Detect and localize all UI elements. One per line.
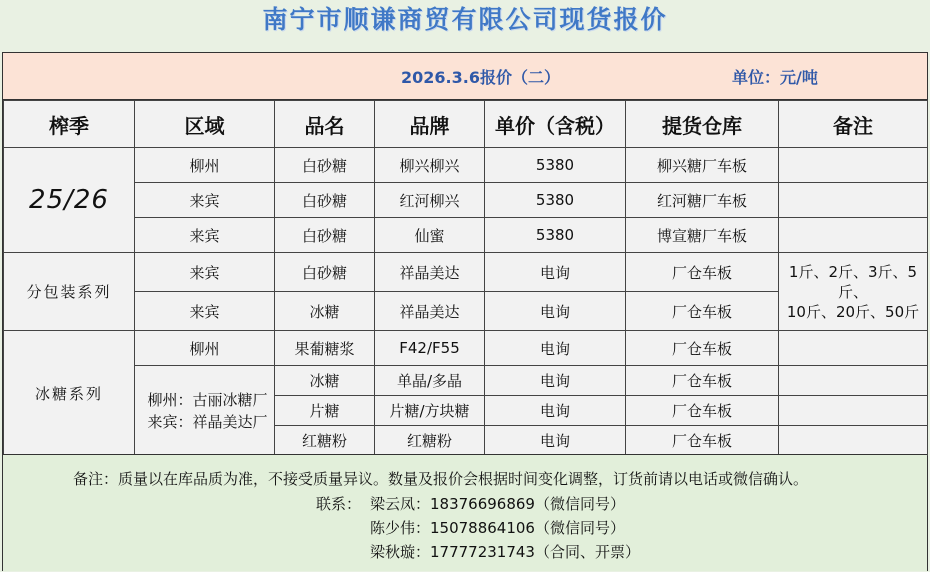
contact-entry: 梁云凤：18376696869（微信同号） bbox=[370, 495, 625, 513]
cell-warehouse: 柳兴糖厂车板 bbox=[626, 148, 779, 183]
cell-remark bbox=[779, 426, 928, 456]
cell-remark bbox=[779, 396, 928, 426]
price-unit: 单位：元/吨 bbox=[732, 68, 818, 87]
cell-warehouse: 博宣糖厂车板 bbox=[626, 218, 779, 253]
cell-price: 电询 bbox=[485, 396, 626, 426]
cell-brand: 祥晶美达 bbox=[375, 292, 485, 331]
cell-warehouse: 红河糖厂车板 bbox=[626, 183, 779, 218]
cell-product: 白砂糖 bbox=[275, 148, 375, 183]
cell-warehouse: 厂仓车板 bbox=[626, 292, 779, 331]
header-price: 单价（含税） bbox=[485, 101, 626, 148]
contact-entry: 陈少伟：15078864106（微信同号） bbox=[370, 519, 625, 537]
page-title: 南宁市顺谦商贸有限公司现货报价 bbox=[262, 5, 668, 34]
package-note-line: 1斤、2斤、3斤、5斤、 bbox=[788, 262, 918, 301]
price-sheet bbox=[2, 52, 928, 571]
cell-brand: 单晶/多晶 bbox=[375, 366, 485, 396]
cell-product: 冰糖 bbox=[275, 292, 375, 331]
cell-remark bbox=[779, 148, 928, 183]
subheader-band bbox=[3, 53, 927, 100]
cell-region: 来宾 bbox=[135, 218, 275, 253]
cell-brand: F42/F55 bbox=[375, 331, 485, 366]
rock-sugar-group: 冰糖系列 bbox=[4, 331, 135, 456]
cell-product: 红糖粉 bbox=[275, 426, 375, 456]
rock-region-cell bbox=[135, 366, 275, 456]
contact-entry: 梁秋璇：17777231743（合同、开票） bbox=[370, 543, 640, 561]
cell-price: 电询 bbox=[485, 426, 626, 456]
table-row bbox=[4, 366, 928, 396]
cell-price: 电询 bbox=[485, 253, 626, 292]
package-size-note bbox=[779, 253, 928, 331]
rock-region-line: 柳州：古丽冰糖厂 bbox=[147, 390, 268, 409]
cell-warehouse: 厂仓车板 bbox=[626, 253, 779, 292]
cell-price: 5380 bbox=[485, 218, 626, 253]
cell-product: 白砂糖 bbox=[275, 218, 375, 253]
quote-date: 2026.3.6报价（二） bbox=[401, 68, 560, 87]
table-row bbox=[4, 218, 928, 253]
cell-region: 柳州 bbox=[135, 148, 275, 183]
cell-warehouse: 厂仓车板 bbox=[626, 396, 779, 426]
header-season: 榨季 bbox=[4, 101, 135, 148]
contact-line bbox=[316, 493, 625, 514]
header-warehouse: 提货仓库 bbox=[626, 101, 779, 148]
header-product: 品名 bbox=[275, 101, 375, 148]
cell-product: 冰糖 bbox=[275, 366, 375, 396]
rock-region-line: 来宾：祥晶美达厂 bbox=[147, 412, 268, 431]
cell-region: 来宾 bbox=[135, 253, 275, 292]
cell-warehouse: 厂仓车板 bbox=[626, 366, 779, 396]
table-row bbox=[4, 331, 928, 366]
table-row bbox=[4, 183, 928, 218]
cell-product: 白砂糖 bbox=[275, 183, 375, 218]
cell-remark bbox=[779, 218, 928, 253]
cell-remark bbox=[779, 366, 928, 396]
table-row bbox=[4, 253, 928, 292]
cell-brand: 祥晶美达 bbox=[375, 253, 485, 292]
cell-brand: 红糖粉 bbox=[375, 426, 485, 456]
cell-brand: 仙蜜 bbox=[375, 218, 485, 253]
cell-region: 来宾 bbox=[135, 292, 275, 331]
price-table bbox=[3, 100, 928, 456]
cell-brand: 柳兴柳兴 bbox=[375, 148, 485, 183]
cell-remark bbox=[779, 331, 928, 366]
cell-price: 5380 bbox=[485, 183, 626, 218]
cell-brand: 片糖/方块糖 bbox=[375, 396, 485, 426]
cell-region: 来宾 bbox=[135, 183, 275, 218]
cell-warehouse: 厂仓车板 bbox=[626, 331, 779, 366]
cell-region: 柳州 bbox=[135, 331, 275, 366]
cell-remark bbox=[779, 183, 928, 218]
cell-price: 电询 bbox=[485, 292, 626, 331]
cell-warehouse: 厂仓车板 bbox=[626, 426, 779, 456]
package-note-line: 10斤、20斤、50斤 bbox=[786, 302, 920, 321]
cell-price: 电询 bbox=[485, 331, 626, 366]
cell-product: 片糖 bbox=[275, 396, 375, 426]
cell-product: 果葡糖浆 bbox=[275, 331, 375, 366]
header-remark: 备注 bbox=[779, 101, 928, 148]
footer-remark: 备注：质量以在库品质为准，不接受质量异议。数量及报价会根据时间变化调整，订货前请以电话或微信确认。 bbox=[73, 470, 809, 488]
cell-product: 白砂糖 bbox=[275, 253, 375, 292]
package-group: 分包装系列 bbox=[4, 253, 135, 331]
header-brand: 品牌 bbox=[375, 101, 485, 148]
cell-brand: 红河柳兴 bbox=[375, 183, 485, 218]
footer-notes bbox=[3, 454, 927, 571]
contact-label: 联系： bbox=[316, 495, 362, 513]
header-row bbox=[4, 101, 928, 148]
table-row bbox=[4, 148, 928, 183]
cell-price: 5380 bbox=[485, 148, 626, 183]
season-group: 25/26 bbox=[4, 148, 135, 253]
header-region: 区域 bbox=[135, 101, 275, 148]
cell-price: 电询 bbox=[485, 366, 626, 396]
